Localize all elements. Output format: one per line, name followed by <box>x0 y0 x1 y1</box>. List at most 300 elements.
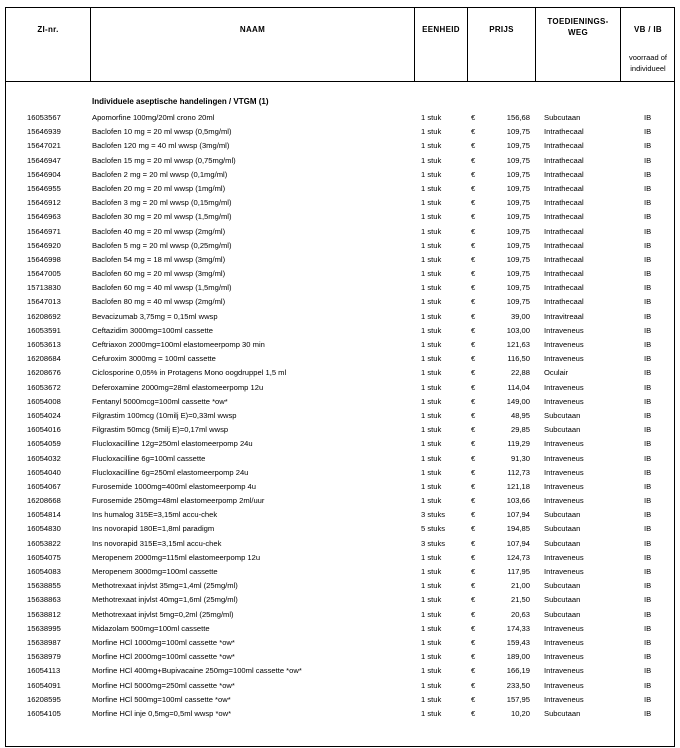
zi-number-cell: 16054024 <box>27 410 61 420</box>
price-cell: 109,75 <box>506 283 530 293</box>
currency-cell: € <box>471 127 476 137</box>
product-name-cell: Flucloxacilline 6g=250ml elastomeerpomp 24u <box>92 467 249 477</box>
currency-cell: € <box>471 439 476 449</box>
zi-number-cell: 16054083 <box>27 567 61 576</box>
header-toediening-line1: TOEDIENINGS- <box>547 17 609 26</box>
price-cell: 103,66 <box>506 496 530 506</box>
product-name-cell: Baclofen 30 mg = 20 ml wwsp (1,5mg/ml) <box>92 212 232 222</box>
zi-number-cell: 15638855 <box>27 581 61 591</box>
table-row <box>6 225 674 239</box>
price-cell: 149,00 <box>506 396 530 406</box>
vb-ib-cell: IB <box>644 581 652 591</box>
zi-number-cell: 15646998 <box>27 254 61 264</box>
price-cell: 119,29 <box>507 439 530 449</box>
route-cell: Intraveneus <box>544 340 584 349</box>
unit-cell: 1 stuk <box>421 297 442 307</box>
table-row <box>6 508 674 522</box>
vb-ib-cell: IB <box>644 453 652 463</box>
currency-cell: € <box>471 254 476 264</box>
table-row <box>6 494 674 508</box>
price-cell: 103,00 <box>506 325 530 335</box>
vb-ib-cell: IB <box>644 269 652 279</box>
table-row <box>6 452 674 466</box>
route-cell: Intrathecaal <box>544 240 584 250</box>
vb-ib-cell: IB <box>644 708 652 718</box>
zi-number-cell: 15638987 <box>27 637 61 647</box>
unit-cell: 1 stuk <box>421 354 442 364</box>
zi-number-cell: 16054032 <box>27 453 61 463</box>
unit-cell: 1 stuk <box>421 453 442 463</box>
vb-ib-cell: IB <box>644 609 652 619</box>
currency-cell: € <box>471 169 476 179</box>
route-cell: Subcutaan <box>544 581 581 591</box>
zi-number-cell: 16054105 <box>27 708 61 718</box>
table-row <box>6 565 674 579</box>
vb-ib-cell: IB <box>644 481 652 491</box>
currency-cell: € <box>471 510 476 520</box>
vb-ib-cell: IB <box>644 240 652 250</box>
currency-cell: € <box>471 652 476 662</box>
zi-number-cell: 16054091 <box>27 680 61 690</box>
price-cell: 109,75 <box>506 127 530 137</box>
product-name-cell: Baclofen 80 mg = 40 ml wwsp (2mg/ml) <box>92 297 226 307</box>
route-cell: Subcutaan <box>544 410 581 420</box>
zi-number-cell: 15646955 <box>27 183 61 193</box>
currency-cell: € <box>471 226 476 236</box>
price-cell: 159,43 <box>506 637 530 647</box>
price-cell: 20,63 <box>510 609 530 619</box>
unit-cell: 1 stuk <box>421 311 442 321</box>
currency-cell: € <box>471 155 476 165</box>
price-cell: 39,00 <box>510 311 530 321</box>
unit-cell: 1 stuk <box>421 226 442 236</box>
currency-cell: € <box>471 666 476 676</box>
zi-number-cell: 16208684 <box>27 354 61 364</box>
product-name-cell: Fentanyl 5000mcg=100ml cassette *ow* <box>92 396 228 406</box>
header-toedieningsweg <box>536 8 621 82</box>
product-name-cell: Flucloxacilline 6g=100ml cassette <box>92 453 206 463</box>
currency-cell: € <box>471 113 476 122</box>
vb-ib-cell: IB <box>644 127 652 137</box>
vb-ib-cell: IB <box>644 595 652 605</box>
currency-cell: € <box>471 637 476 647</box>
price-cell: 157,95 <box>506 694 530 704</box>
table-row <box>6 707 674 721</box>
table-row <box>6 409 674 423</box>
currency-cell: € <box>471 183 476 193</box>
product-name-cell: Furosemide 250mg=48ml elastomeerpomp 2ml/uur <box>92 496 265 506</box>
currency-cell: € <box>471 354 476 364</box>
unit-cell: 1 stuk <box>421 254 442 264</box>
price-cell: 107,94 <box>506 510 530 520</box>
unit-cell: 1 stuk <box>421 694 442 704</box>
currency-cell: € <box>471 595 476 605</box>
zi-number-cell: 16053613 <box>27 340 61 349</box>
currency-cell: € <box>471 538 476 548</box>
unit-cell: 1 stuk <box>421 368 442 378</box>
currency-cell: € <box>471 311 476 321</box>
product-name-cell: Flucloxacilline 12g=250ml elastomeerpomp 24u <box>92 439 253 449</box>
vb-ib-cell: IB <box>644 538 652 548</box>
table-row <box>6 622 674 636</box>
route-cell: Intraveneus <box>544 496 584 506</box>
route-cell: Intravitreaal <box>544 311 584 321</box>
header-vb-ib <box>621 8 675 82</box>
product-name-cell: Ceftazidim 3000mg=100ml cassette <box>92 325 213 335</box>
zi-number-cell: 15647021 <box>27 141 61 151</box>
zi-number-cell: 15638812 <box>27 609 61 619</box>
route-cell: Intraveneus <box>544 694 584 704</box>
route-cell: Intrathecaal <box>544 269 584 279</box>
product-name-cell: Methotrexaat injvlst 35mg=1,4ml (25mg/ml) <box>92 581 238 591</box>
vb-ib-cell: IB <box>644 510 652 520</box>
unit-cell: 1 stuk <box>421 410 442 420</box>
product-name-cell: Apomorfine 100mg/20ml crono 20ml <box>92 113 215 122</box>
product-name-cell: Baclofen 54 mg = 18 ml wwsp (3mg/ml) <box>92 254 226 264</box>
product-name-cell: Baclofen 2 mg = 20 ml wwsp (0,1mg/ml) <box>92 169 228 179</box>
vb-ib-cell: IB <box>644 283 652 293</box>
price-cell: 233,50 <box>506 680 530 690</box>
product-name-cell: Baclofen 120 mg = 40 ml wwsp (3mg/ml) <box>92 141 230 151</box>
route-cell: Intrathecaal <box>544 198 584 208</box>
section-title: Individuele aseptische handelingen / VTGM (1) <box>92 97 269 106</box>
vb-ib-cell: IB <box>644 212 652 222</box>
header-vb-subtitle <box>621 52 675 74</box>
vb-ib-cell: IB <box>644 297 652 307</box>
vb-ib-cell: IB <box>644 382 652 392</box>
zi-number-cell: 16054814 <box>27 510 61 520</box>
product-name-cell: Methotrexaat injvlst 5mg=0,2ml (25mg/ml) <box>92 609 234 619</box>
vb-ib-cell: IB <box>644 623 652 633</box>
price-cell: 21,50 <box>510 595 530 605</box>
unit-cell: 1 stuk <box>421 581 442 591</box>
table-row <box>6 310 674 324</box>
route-cell: Subcutaan <box>544 708 581 718</box>
table-row <box>6 480 674 494</box>
currency-cell: € <box>471 581 476 591</box>
price-cell: 109,75 <box>506 226 530 236</box>
price-cell: 116,50 <box>507 354 530 364</box>
table-row <box>6 650 674 664</box>
price-cell: 109,75 <box>506 297 530 307</box>
price-cell: 29,85 <box>510 425 530 435</box>
route-cell: Intraveneus <box>544 396 584 406</box>
unit-cell: 1 stuk <box>421 382 442 392</box>
unit-cell: 1 stuk <box>421 212 442 222</box>
table-row <box>6 295 674 309</box>
route-cell: Oculair <box>544 368 569 378</box>
unit-cell: 1 stuk <box>421 652 442 662</box>
currency-cell: € <box>471 453 476 463</box>
route-cell: Intrathecaal <box>544 169 584 179</box>
currency-cell: € <box>471 680 476 690</box>
currency-cell: € <box>471 212 476 222</box>
route-cell: Subcutaan <box>544 595 581 605</box>
product-name-cell: Morfine HCl 1000mg=100ml cassette *ow* <box>92 637 235 647</box>
vb-ib-cell: IB <box>644 680 652 690</box>
zi-number-cell: 16054113 <box>27 666 61 676</box>
zi-number-cell: 16053591 <box>27 325 61 335</box>
currency-cell: € <box>471 425 476 435</box>
price-cell: 109,75 <box>506 269 530 279</box>
product-name-cell: Baclofen 60 mg = 20 ml wwsp (3mg/ml) <box>92 269 226 279</box>
vb-ib-cell: IB <box>644 141 652 151</box>
zi-number-cell: 15647013 <box>27 297 61 307</box>
table-row <box>6 437 674 451</box>
zi-number-cell: 15646963 <box>27 212 61 222</box>
table-row <box>6 679 674 693</box>
unit-cell: 1 stuk <box>421 269 442 279</box>
product-name-cell: Ins novorapid 180E=1,8ml paradigm <box>92 524 215 534</box>
currency-cell: € <box>471 141 476 151</box>
vb-ib-cell: IB <box>644 496 652 506</box>
price-cell: 107,94 <box>506 538 530 548</box>
vb-ib-cell: IB <box>644 198 652 208</box>
price-cell: 48,95 <box>510 410 530 420</box>
table-row <box>6 267 674 281</box>
table-row <box>6 210 674 224</box>
unit-cell: 1 stuk <box>421 396 442 406</box>
zi-number-cell: 16208595 <box>27 694 61 704</box>
unit-cell: 1 stuk <box>421 680 442 690</box>
price-cell: 156,68 <box>506 113 530 122</box>
price-cell: 21,00 <box>510 581 530 591</box>
price-table <box>5 7 675 747</box>
currency-cell: € <box>471 240 476 250</box>
table-row <box>6 579 674 593</box>
table-row <box>6 693 674 707</box>
vb-ib-cell: IB <box>644 567 652 576</box>
currency-cell: € <box>471 481 476 491</box>
unit-cell: 1 stuk <box>421 141 442 151</box>
unit-cell: 1 stuk <box>421 481 442 491</box>
table-row <box>6 636 674 650</box>
price-cell: 166,19 <box>506 666 530 676</box>
zi-number-cell: 16054059 <box>27 439 61 449</box>
route-cell: Intrathecaal <box>544 183 584 193</box>
unit-cell: 5 stuks <box>421 524 446 534</box>
route-cell: Intraveneus <box>544 680 584 690</box>
zi-number-cell: 16053822 <box>27 538 61 548</box>
product-name-cell: Ins novorapid 315E=3,15ml accu-chek <box>92 538 222 548</box>
unit-cell: 1 stuk <box>421 708 442 718</box>
table-row <box>6 154 674 168</box>
unit-cell: 1 stuk <box>421 623 442 633</box>
unit-cell: 1 stuk <box>421 198 442 208</box>
currency-cell: € <box>471 340 476 349</box>
product-name-cell: Filgrastim 100mcg (10milj E)=0,33ml wwsp <box>92 410 237 420</box>
currency-cell: € <box>471 396 476 406</box>
route-cell: Intrathecaal <box>544 283 584 293</box>
product-name-cell: Meropenem 3000mg=100ml cassette <box>92 567 218 576</box>
price-cell: 91,30 <box>510 453 530 463</box>
unit-cell: 1 stuk <box>421 496 442 506</box>
unit-cell: 1 stuk <box>421 127 442 137</box>
table-row <box>6 125 674 139</box>
zi-number-cell: 15638863 <box>27 595 61 605</box>
price-cell: 109,75 <box>506 155 530 165</box>
route-cell: Subcutaan <box>544 538 581 548</box>
header-naam-label: NAAM <box>239 25 266 34</box>
price-cell: 121,18 <box>506 481 530 491</box>
table-row <box>6 608 674 622</box>
product-name-cell: Baclofen 10 mg = 20 ml wwsp (0,5mg/ml) <box>92 127 232 137</box>
unit-cell: 1 stuk <box>421 439 442 449</box>
route-cell: Intraveneus <box>544 481 584 491</box>
currency-cell: € <box>471 283 476 293</box>
vb-ib-cell: IB <box>644 183 652 193</box>
header-zi-nr <box>6 8 91 82</box>
zi-number-cell: 15646920 <box>27 240 61 250</box>
route-cell: Subcutaan <box>544 425 581 435</box>
zi-number-cell: 16054016 <box>27 425 61 435</box>
unit-cell: 1 stuk <box>421 467 442 477</box>
product-name-cell: Ins humalog 315E=3,15ml accu-chek <box>92 510 218 520</box>
unit-cell: 1 stuk <box>421 169 442 179</box>
vb-ib-cell: IB <box>644 666 652 676</box>
table-row <box>6 522 674 536</box>
table-row <box>6 366 674 380</box>
vb-ib-cell: IB <box>644 410 652 420</box>
vb-ib-cell: IB <box>644 396 652 406</box>
header-eenheid <box>415 8 468 82</box>
route-cell: Intraveneus <box>544 453 584 463</box>
unit-cell: 3 stuks <box>421 538 446 548</box>
vb-ib-cell: IB <box>644 354 652 364</box>
zi-number-cell: 15647005 <box>27 269 61 279</box>
zi-number-cell: 15713830 <box>27 283 61 293</box>
header-zi-label: ZI-nr. <box>37 25 59 34</box>
vb-ib-cell: IB <box>644 467 652 477</box>
product-name-cell: Methotrexaat injvlst 40mg=1,6ml (25mg/ml) <box>92 595 238 605</box>
currency-cell: € <box>471 623 476 633</box>
header-eenheid-label: EENHEID <box>422 25 460 34</box>
route-cell: Intraveneus <box>544 439 584 449</box>
unit-cell: 1 stuk <box>421 183 442 193</box>
zi-number-cell: 16054040 <box>27 467 61 477</box>
unit-cell: 3 stuks <box>421 510 446 520</box>
header-naam <box>91 8 415 82</box>
product-name-cell: Bevacizumab 3,75mg = 0,15ml wwsp <box>92 311 218 321</box>
price-cell: 117,95 <box>507 567 530 576</box>
unit-cell: 1 stuk <box>421 283 442 293</box>
currency-cell: € <box>471 552 476 562</box>
price-cell: 174,33 <box>506 623 530 633</box>
product-name-cell: Morfine HCl 5000mg=250ml cassette *ow* <box>92 680 235 690</box>
currency-cell: € <box>471 410 476 420</box>
table-row <box>6 196 674 210</box>
vb-ib-cell: IB <box>644 311 652 321</box>
price-cell: 109,75 <box>506 212 530 222</box>
header-toediening-line2: WEG <box>567 28 588 37</box>
route-cell: Intrathecaal <box>544 127 584 137</box>
table-row <box>6 239 674 253</box>
currency-cell: € <box>471 198 476 208</box>
price-cell: 112,73 <box>507 467 530 477</box>
route-cell: Subcutaan <box>544 609 581 619</box>
route-cell: Subcutaan <box>544 524 581 534</box>
table-row <box>6 182 674 196</box>
price-cell: 10,20 <box>510 708 530 718</box>
table-row <box>6 537 674 551</box>
table-row <box>6 338 674 352</box>
route-cell: Intraveneus <box>544 637 584 647</box>
route-cell: Subcutaan <box>544 113 581 122</box>
unit-cell: 1 stuk <box>421 113 442 122</box>
table-row <box>6 139 674 153</box>
route-cell: Intrathecaal <box>544 141 584 151</box>
currency-cell: € <box>471 467 476 477</box>
zi-number-cell: 15646947 <box>27 155 61 165</box>
product-name-cell: Baclofen 20 mg = 20 ml wwsp (1mg/ml) <box>92 183 226 193</box>
price-cell: 124,73 <box>506 552 530 562</box>
vb-ib-cell: IB <box>644 637 652 647</box>
unit-cell: 1 stuk <box>421 609 442 619</box>
route-cell: Intrathecaal <box>544 155 584 165</box>
product-name-cell: Morfine HCl 500mg=100ml cassette *ow* <box>92 694 231 704</box>
table-row <box>6 423 674 437</box>
vb-ib-cell: IB <box>644 254 652 264</box>
currency-cell: € <box>471 269 476 279</box>
price-cell: 189,00 <box>506 652 530 662</box>
route-cell: Intraveneus <box>544 567 584 576</box>
currency-cell: € <box>471 382 476 392</box>
unit-cell: 1 stuk <box>421 240 442 250</box>
table-row <box>6 664 674 678</box>
product-name-cell: Morfine HCl 400mg+Bupivacaine 250mg=100ml cassette *ow* <box>92 666 302 676</box>
product-name-cell: Cefuroxim 3000mg = 100ml cassette <box>92 354 216 364</box>
header-vb-sub-line2: individueel <box>630 64 666 73</box>
product-name-cell: Furosemide 1000mg=400ml elastomeerpomp 4u <box>92 481 256 491</box>
table-row <box>6 281 674 295</box>
zi-number-cell: 16053672 <box>27 382 61 392</box>
zi-number-cell: 15646971 <box>27 226 61 236</box>
zi-number-cell: 15646912 <box>27 198 61 208</box>
unit-cell: 1 stuk <box>421 595 442 605</box>
zi-number-cell: 16054067 <box>27 481 61 491</box>
unit-cell: 1 stuk <box>421 552 442 562</box>
vb-ib-cell: IB <box>644 226 652 236</box>
price-cell: 109,75 <box>506 240 530 250</box>
table-row <box>6 551 674 565</box>
route-cell: Intraveneus <box>544 552 584 562</box>
header-vb-sub-line1: voorraad of <box>629 53 667 62</box>
zi-number-cell: 15646939 <box>27 127 61 137</box>
zi-number-cell: 16208676 <box>27 368 61 378</box>
currency-cell: € <box>471 496 476 506</box>
zi-number-cell: 16053567 <box>27 113 61 122</box>
zi-number-cell: 16208668 <box>27 496 61 506</box>
header-toedieningsweg-label <box>536 16 620 38</box>
price-cell: 109,75 <box>506 183 530 193</box>
currency-cell: € <box>471 368 476 378</box>
product-name-cell: Morfine HCl inje 0,5mg=0,5ml wwsp *ow* <box>92 708 232 718</box>
price-cell: 109,75 <box>506 254 530 264</box>
product-name-cell: Meropenem 2000mg=115ml elastomeerpomp 12u <box>92 552 261 562</box>
route-cell: Intraveneus <box>544 467 584 477</box>
currency-cell: € <box>471 297 476 307</box>
vb-ib-cell: IB <box>644 425 652 435</box>
vb-ib-cell: IB <box>644 524 652 534</box>
route-cell: Intraveneus <box>544 325 584 335</box>
vb-ib-cell: IB <box>644 325 652 335</box>
route-cell: Intrathecaal <box>544 212 584 222</box>
currency-cell: € <box>471 708 476 718</box>
unit-cell: 1 stuk <box>421 425 442 435</box>
route-cell: Intraveneus <box>544 666 584 676</box>
table-row <box>6 395 674 409</box>
product-name-cell: Filgrastim 50mcg (5milj E)=0,17ml wwsp <box>92 425 229 435</box>
